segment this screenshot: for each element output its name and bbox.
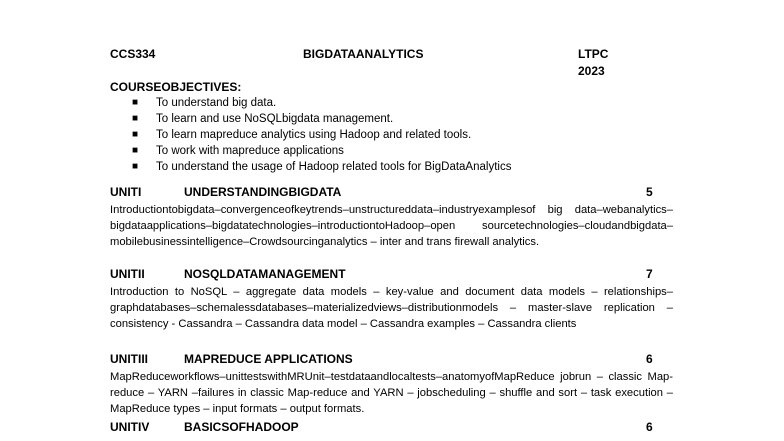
unit-hours: 6 bbox=[646, 420, 653, 434]
unit-title: BASICSOFHADOOP bbox=[184, 420, 299, 434]
unit-title: MAPREDUCE APPLICATIONS bbox=[184, 352, 353, 366]
unit-number: UNITI bbox=[110, 185, 142, 199]
objective-item: ■ To learn mapreduce analytics using Hadoop and related tools. bbox=[132, 129, 472, 141]
unit-1 bbox=[110, 185, 673, 250]
unit-heading bbox=[110, 352, 673, 369]
unit-title: UNDERSTANDINGBIGDATA bbox=[184, 185, 342, 199]
unit-3 bbox=[110, 352, 673, 417]
unit-hours: 7 bbox=[646, 267, 653, 281]
objective-item: ■ To understand the usage of Hadoop related tools for BigDataAnalytics bbox=[132, 161, 512, 173]
unit-content: Introduction to NoSQL – aggregate data models – key-value and document data models – relationships–graphdatabases–schemalessdatabases–materializedviews–distributionmodels – master-slave replication – consistency - Cassandra – Cassandra data model – Cassandra examples – Cassandra clients bbox=[110, 286, 673, 330]
unit-heading bbox=[110, 185, 673, 202]
objectives-list bbox=[110, 95, 511, 175]
bullet-icon: ■ bbox=[132, 129, 139, 140]
unit-content: Introductiontobigdata–convergenceofkeytrends–unstructureddata–industryexamplesof big data–webanalytics–bigdataapplications–bigdatatechnologies–introductiontoHadoop–open sourcetechnologies–cloudandbigdata–mobilebusinessintelligence–Crowdsourcinganalytics – inter and trans firewall analytics. bbox=[110, 204, 673, 248]
bullet-icon: ■ bbox=[132, 113, 139, 124]
unit-content: MapReduceworkflows–unittestswithMRUnit–testdataandlocaltests–anatomyofMapReduce jobrun – classic Map-reduce – YARN –failures in classic Map-reduce and YARN – jobscheduling – shuffle and sort – task execution – MapReduce types – input formats – output formats. bbox=[110, 371, 673, 415]
unit-heading bbox=[110, 267, 673, 284]
unit-number: UNITII bbox=[110, 267, 145, 281]
unit-number: UNITIV bbox=[110, 420, 150, 434]
objective-item: ■ To understand big data. bbox=[132, 97, 277, 109]
unit-hours: 6 bbox=[646, 352, 653, 366]
unit-4 bbox=[110, 420, 673, 437]
unit-number: UNITIII bbox=[110, 352, 148, 366]
objectives-title: COURSEOBJECTIVES: bbox=[110, 80, 242, 94]
unit-hours: 5 bbox=[646, 185, 653, 199]
bullet-icon: ■ bbox=[132, 145, 139, 156]
course-code: CCS334 bbox=[110, 47, 156, 61]
unit-heading bbox=[110, 420, 673, 437]
ltpc-label: LTPC bbox=[578, 47, 609, 61]
objective-item: ■ To work with mapreduce applications bbox=[132, 145, 344, 157]
ltpc-values: 2023 bbox=[578, 64, 605, 78]
bullet-icon: ■ bbox=[132, 97, 139, 108]
objective-item: ■ To learn and use NoSQLbigdata management. bbox=[132, 113, 394, 125]
course-title: BIGDATAANALYTICS bbox=[303, 47, 424, 61]
unit-2 bbox=[110, 267, 673, 332]
bullet-icon: ■ bbox=[132, 161, 139, 172]
unit-title: NOSQLDATAMANAGEMENT bbox=[184, 267, 346, 281]
